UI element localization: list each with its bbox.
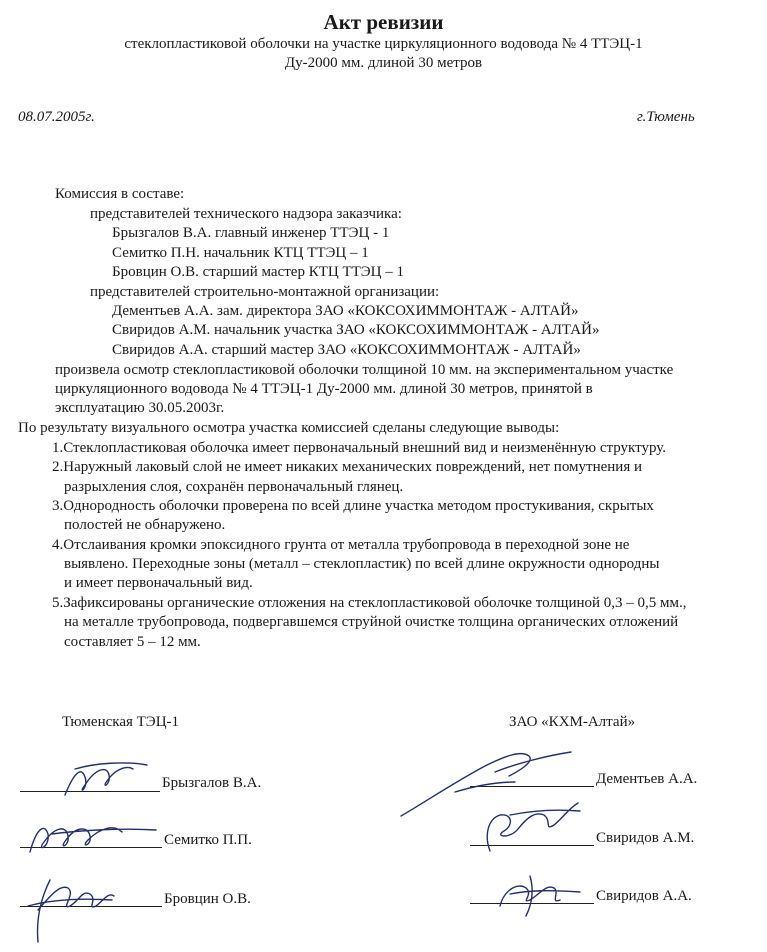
commission-member: Бровцин О.В. старший мастер КТЦ ТТЭЦ – 1 <box>112 264 405 280</box>
signatory-name: Дементьев А.А. <box>596 771 698 787</box>
handwritten-signature <box>55 755 155 805</box>
commission-member: Семитко П.Н. начальник КТЦ ТТЭЦ – 1 <box>112 245 369 261</box>
commission-group-2-label: представителей строительно-монтажной организации: <box>90 284 440 300</box>
commission-intro: Комиссия в составе: <box>55 186 185 202</box>
handwritten-signature <box>22 812 162 864</box>
signatory-name: Свиридов А.А. <box>596 888 692 904</box>
document-city: г.Тюмень <box>637 109 695 125</box>
commission-group-1-label: представителей технического надзора заказчика: <box>90 206 402 222</box>
inspection-text-line: эксплуатацию 30.05.2003г. <box>55 400 225 416</box>
handwritten-signature <box>20 870 120 948</box>
finding-line: 5.Зафиксированы органические отложения на стеклопластиковой оболочке толщиной 0,3 – 0,5 мм., <box>52 595 687 611</box>
finding-line: 4.Отслаивания кромки эпоксидного грунта от металла трубопровода в переходной зоне не <box>52 537 630 553</box>
commission-member: Брызгалов В.А. главный инженер ТТЭЦ - 1 <box>112 225 390 241</box>
signatory-name: Свиридов А.М. <box>596 830 695 846</box>
signatory-name: Бровцин О.В. <box>164 891 251 907</box>
finding-line: разрыхления слоя, сохранён первоначальный глянец. <box>64 479 404 495</box>
finding-line: 3.Однородность оболочки проверена по всей длине участка методом простукивания, скрытых <box>52 498 654 514</box>
document-date: 08.07.2005г. <box>18 109 95 125</box>
signatory-name: Брызгалов В.А. <box>162 775 262 791</box>
commission-member: Дементьев А.А. зам. директора ЗАО «КОКСОХИММОНТАЖ - АЛТАЙ» <box>112 303 579 319</box>
document-subtitle-line-2: Ду-2000 мм. длиной 30 метров <box>284 55 483 71</box>
inspection-text-line: циркуляционного водовода № 4 ТТЭЦ-1 Ду-2000 мм. длиной 30 метров, принятой в <box>55 381 593 397</box>
commission-member: Свиридов А.А. старший мастер ЗАО «КОКСОХИММОНТАЖ - АЛТАЙ» <box>112 342 581 358</box>
handwritten-signature <box>490 870 590 920</box>
finding-line: и имеет первоначальный вид. <box>64 575 253 591</box>
commission-member: Свиридов А.М. начальник участка ЗАО «КОКСОХИММОНТАЖ - АЛТАЙ» <box>112 322 600 338</box>
finding-line: полостей не обнаружено. <box>64 517 226 533</box>
findings-intro: По результату визуального осмотра участка комиссией сделаны следующие выводы: <box>18 420 560 436</box>
signature-org-right: ЗАО «КХМ-Алтай» <box>509 714 636 730</box>
finding-line: 2.Наружный лаковый слой не имеет никаких механических повреждений, нет помутнения и <box>52 459 642 475</box>
finding-line: 1.Стеклопластиковая оболочка имеет первоначальный внешний вид и неизменённую структуру. <box>52 440 667 456</box>
signatory-name: Семитко П.П. <box>164 832 252 848</box>
signature-org-left: Тюменская ТЭЦ-1 <box>62 714 180 730</box>
document-subtitle-line-1: стеклопластиковой оболочки на участке циркуляционного водовода № 4 ТТЭЦ-1 <box>124 36 643 52</box>
inspection-text-line: произвела осмотр стеклопластиковой оболочки толщиной 10 мм. на экспериментальном участке <box>55 362 674 378</box>
finding-line: составляет 5 – 12 мм. <box>64 634 201 650</box>
handwritten-signature <box>470 795 590 857</box>
document-title: Акт ревизии <box>323 10 444 34</box>
finding-line: на металле трубопровода, подвергавшемся струйной очистке толщина органических отложений <box>64 614 679 630</box>
finding-line: выявлено. Переходные зоны (металл – стеклопластик) по всей длине окружности однородны <box>64 556 660 572</box>
